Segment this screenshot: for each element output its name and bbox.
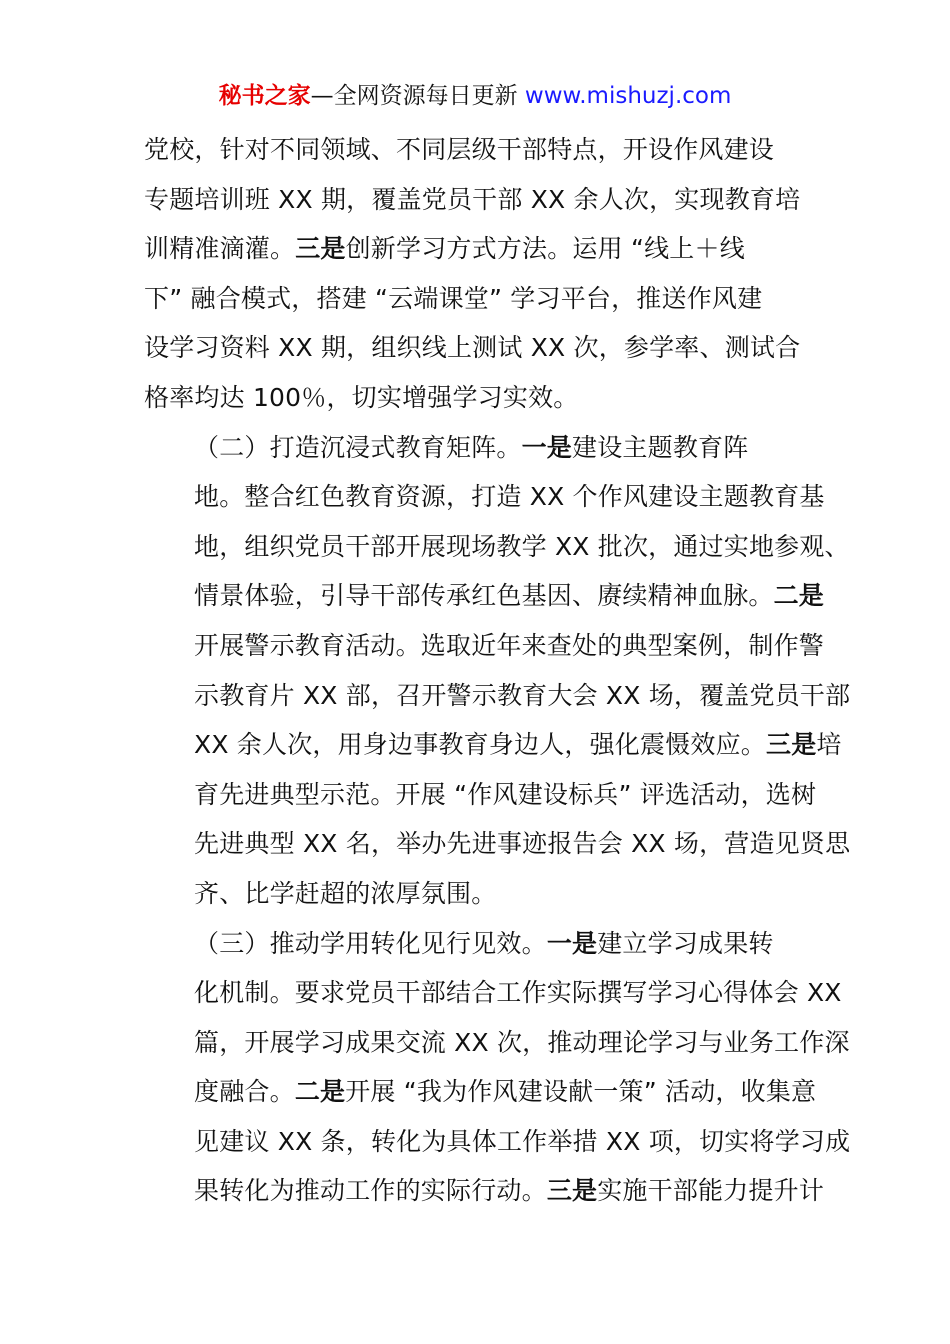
text-segment: （三）推动学用转化见行见效。 xyxy=(194,928,547,958)
text-line xyxy=(144,224,809,274)
text-segment: XX 余人次，用身边事教育身边人，强化震慑效应。 xyxy=(194,730,767,760)
text-segment: 党校，针对不同领域、不同层级干部特点，开设作风建设 xyxy=(144,135,775,164)
site-brand: 秘书之家 xyxy=(218,83,311,109)
text-segment: 度融合。 xyxy=(194,1077,295,1107)
bold-marker: 三是 xyxy=(546,1176,598,1206)
bold-marker: 一是 xyxy=(521,432,573,462)
text-line xyxy=(144,968,842,1018)
text-segment: 见建议 XX 条，转化为具体工作举措 XX 项，切实将学习成 xyxy=(194,1126,851,1156)
text-line xyxy=(144,621,825,671)
text-segment: 示教育片 XX 部，召开警示教育大会 XX 场，覆盖党员干部 xyxy=(194,680,851,710)
document-body xyxy=(144,125,851,1216)
text-segment: 齐、比学赶超的浓厚氛围。 xyxy=(194,878,497,908)
text-segment: 格率均达 100％，切实增强学习实效。 xyxy=(144,382,579,412)
text-line xyxy=(144,323,809,373)
text-segment: 先进典型 XX 名，举办先进事迹报告会 XX 场，营造见贤思 xyxy=(194,829,851,859)
text-segment: 训精准滴灌。 xyxy=(144,234,296,264)
text-segment: 情景体验，引导干部传承红色基因、赓续精神血脉。 xyxy=(194,581,774,611)
text-segment: 地，组织党员干部开展现场教学 XX 批次，通过实地参观、 xyxy=(194,531,850,561)
bold-marker: 二是 xyxy=(294,1077,346,1107)
text-segment: 开展 “我为作风建设献一策” 活动，收集意 xyxy=(345,1077,817,1107)
bold-marker: 一是 xyxy=(546,928,598,958)
text-segment: 下” 融合模式，搭建 “云端课堂” 学习平台，推送作风建 xyxy=(144,283,763,313)
text-line xyxy=(144,125,809,175)
bold-marker: 三是 xyxy=(766,730,817,760)
site-tagline: —全网资源每日更新 xyxy=(310,83,518,109)
text-line xyxy=(144,720,842,770)
text-segment: （二）打造沉浸式教育矩阵。 xyxy=(194,432,522,462)
text-segment: 建立学习成果转 xyxy=(597,928,774,958)
site-header xyxy=(0,80,950,112)
text-segment: 培 xyxy=(816,730,842,760)
text-line xyxy=(144,373,809,423)
text-line xyxy=(144,571,825,621)
text-line xyxy=(144,423,809,473)
text-line xyxy=(144,175,809,225)
text-segment: 实施干部能力提升计 xyxy=(597,1176,825,1206)
text-line xyxy=(144,274,809,324)
text-line xyxy=(144,522,850,572)
text-line xyxy=(144,770,817,820)
text-line xyxy=(144,819,851,869)
text-line xyxy=(144,869,809,919)
text-segment: 篇，开展学习成果交流 XX 次，推动理论学习与业务工作深 xyxy=(194,1027,850,1057)
text-segment: 育先进典型示范。开展 “作风建设标兵” 评选活动，选树 xyxy=(194,779,817,809)
text-segment: 专题培训班 XX 期，覆盖党员干部 XX 余人次，实现教育培 xyxy=(144,184,801,214)
text-segment: 地。整合红色教育资源，打造 XX 个作风建设主题教育基 xyxy=(194,482,825,512)
paragraph xyxy=(144,919,851,1217)
text-segment: 设学习资料 XX 期，组织线上测试 XX 次，参学率、测试合 xyxy=(144,333,801,363)
text-line xyxy=(144,1067,817,1117)
bold-marker: 三是 xyxy=(295,234,346,264)
text-segment: 创新学习方式方法。运用 “线上＋线 xyxy=(345,234,745,264)
text-segment: 化机制。要求党员干部结合工作实际撰写学习心得体会 XX xyxy=(194,978,842,1008)
paragraph xyxy=(144,125,809,423)
text-line xyxy=(144,1117,851,1167)
text-segment: 果转化为推动工作的实际行动。 xyxy=(194,1176,547,1206)
bold-marker: 二是 xyxy=(773,581,825,611)
text-line xyxy=(144,919,809,969)
paragraph xyxy=(144,423,851,919)
text-line xyxy=(144,472,825,522)
text-line xyxy=(144,1166,825,1216)
text-line xyxy=(144,671,851,721)
text-segment: 建设主题教育阵 xyxy=(572,432,749,462)
text-segment: 开展警示教育活动。选取近年来查处的典型案例，制作警 xyxy=(194,630,825,660)
site-url-link[interactable]: www.mishuzj.com xyxy=(524,83,732,109)
text-line xyxy=(144,1018,850,1068)
